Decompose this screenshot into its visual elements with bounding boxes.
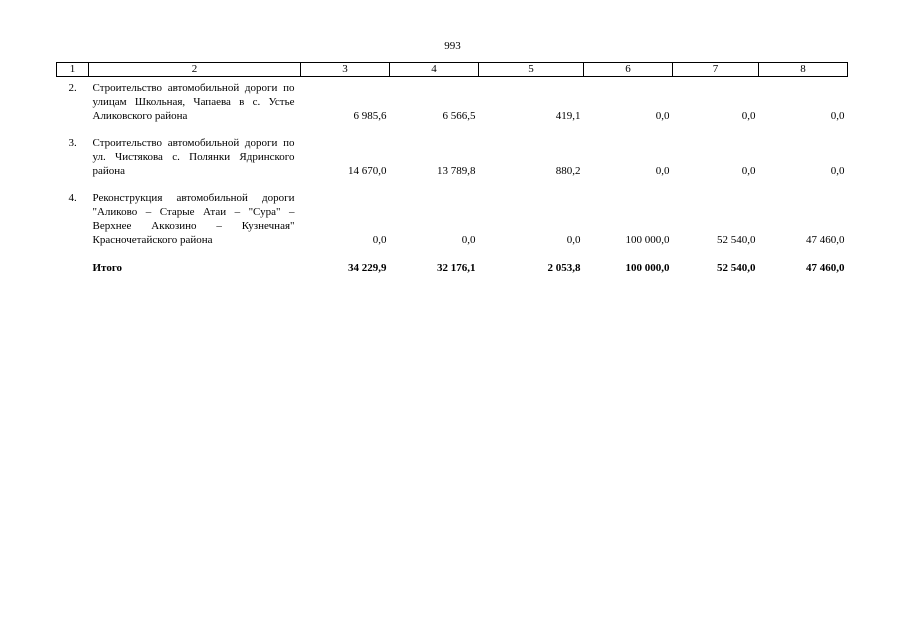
project-name: Реконструкция автомобильной дороги "Аликово – Старые Атаи – "Сура" – Верхнее Аккозино – Кузнечная" Красночетайского района	[92, 192, 295, 246]
row-number: 2.	[68, 82, 77, 94]
total-value-cell: 100 000,0	[625, 262, 670, 274]
table-row	[57, 123, 848, 178]
value-cell: 0,0	[372, 234, 387, 246]
total-row	[57, 247, 848, 275]
value-cell: 0,0	[741, 110, 756, 122]
data-table	[56, 62, 848, 275]
value-cell: 0,0	[655, 110, 670, 122]
table-row	[57, 77, 848, 124]
row-number: 3.	[68, 137, 77, 149]
value-cell: 0,0	[830, 110, 845, 122]
value-cell: 419,1	[555, 110, 581, 122]
column-header: 1	[57, 63, 89, 77]
value-cell: 47 460,0	[806, 234, 845, 246]
project-name: Строительство автомобильной дороги по улицам Школьная, Чапаева в с. Устье Аликовского района	[92, 82, 295, 122]
column-header: 6	[584, 63, 673, 77]
table-row	[57, 178, 848, 247]
total-label: Итого	[92, 262, 123, 274]
total-value-cell: 34 229,9	[348, 262, 387, 274]
row-number	[57, 247, 89, 275]
value-cell: 100 000,0	[625, 234, 670, 246]
value-cell: 0,0	[655, 165, 670, 177]
value-cell: 13 789,8	[437, 165, 476, 177]
total-value-cell: 52 540,0	[717, 262, 756, 274]
value-cell: 0,0	[830, 165, 845, 177]
column-number-header	[57, 63, 848, 77]
value-cell: 6 985,6	[353, 110, 387, 122]
column-header: 7	[673, 63, 759, 77]
value-cell: 0,0	[566, 234, 581, 246]
value-cell: 6 566,5	[442, 110, 476, 122]
column-header: 3	[301, 63, 390, 77]
column-header: 4	[390, 63, 479, 77]
column-header: 2	[89, 63, 301, 77]
total-value-cell: 2 053,8	[547, 262, 581, 274]
total-value-cell: 32 176,1	[437, 262, 476, 274]
value-cell: 0,0	[741, 165, 756, 177]
column-header: 8	[759, 63, 848, 77]
column-header: 5	[479, 63, 584, 77]
page-number: 993	[444, 40, 461, 52]
row-number: 4.	[68, 192, 77, 204]
value-cell: 880,2	[555, 165, 581, 177]
value-cell: 14 670,0	[348, 165, 387, 177]
value-cell: 52 540,0	[717, 234, 756, 246]
project-name: Строительство автомобильной дороги по ул. Чистякова с. Полянки Ядринского района	[92, 137, 295, 177]
value-cell: 0,0	[461, 234, 476, 246]
total-value-cell: 47 460,0	[806, 262, 845, 274]
